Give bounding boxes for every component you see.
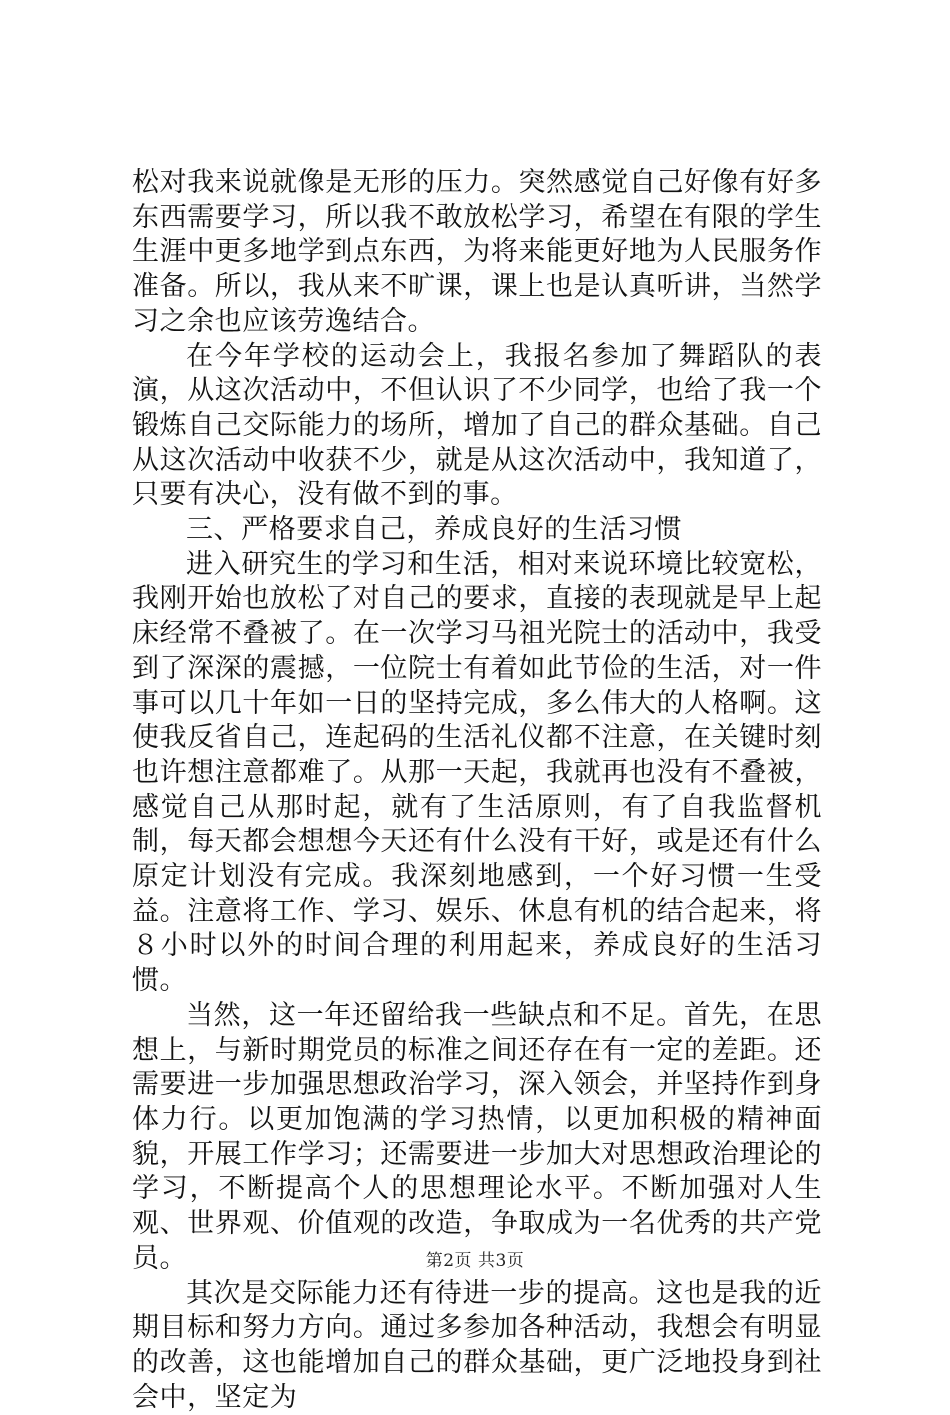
page-number-footer: 第2页 共3页 [0, 1246, 950, 1271]
paragraph-4: 当然，这一年还留给我一些缺点和不足。首先，在思想上，与新时期党员的标准之间还存在有一定的差距。还需要进一步加强思想政治学习，深入领会，并坚持作到身体力行。以更加饱满的学习热情，以更加积极的精神面貌，开展工作学习；还需要进一步加大对思想政治理论的学习，不断提高个人的思想理论水平。不断加强对人生观、世界观、价值观的改造，争取成为一名优秀的共产党员。 [132, 999, 822, 1277]
document-body [132, 166, 822, 1415]
paragraph-1: 松对我来说就像是无形的压力。突然感觉自己好像有好多东西需要学习，所以我不敢放松学习，希望在有限的学生生涯中更多地学到点东西，为将来能更好地为人民服务作准备。所以，我从来不旷课，课上也是认真听讲，当然学习之余也应该劳逸结合。 [132, 166, 822, 340]
paragraph-3: 进入研究生的学习和生活，相对来说环境比较宽松，我刚开始也放松了对自己的要求，直接的表现就是早上起床经常不叠被了。在一次学习马祖光院士的活动中，我受到了深深的震撼，一位院士有着如此节俭的生活，对一件事可以几十年如一日的坚持完成，多么伟大的人格啊。这使我反省自己，连起码的生活礼仪都不注意，在关键时刻也许想注意都难了。从那一天起，我就再也没有不叠被，感觉自己从那时起，就有了生活原则，有了自我监督机制，每天都会想想今天还有什么没有干好，或是还有什么原定计划没有完成。我深刻地感到，一个好习惯一生受益。注意将工作、学习、娱乐、休息有机的结合起来，将８小时以外的时间合理的利用起来，养成良好的生活习惯。 [132, 548, 822, 999]
section-heading: 三、严格要求自己，养成良好的生活习惯 [132, 513, 822, 548]
paragraph-5: 其次是交际能力还有待进一步的提高。这也是我的近期目标和努力方向。通过多参加各种活动，我想会有明显的改善，这也能增加自己的群众基础，更广泛地投身到社会中，坚定为 [132, 1277, 822, 1415]
paragraph-2: 在今年学校的运动会上，我报名参加了舞蹈队的表演，从这次活动中，不但认识了不少同学，也给了我一个锻炼自己交际能力的场所，增加了自己的群众基础。自己从这次活动中收获不少，就是从这次活动中，我知道了，只要有决心，没有做不到的事。 [132, 340, 822, 514]
